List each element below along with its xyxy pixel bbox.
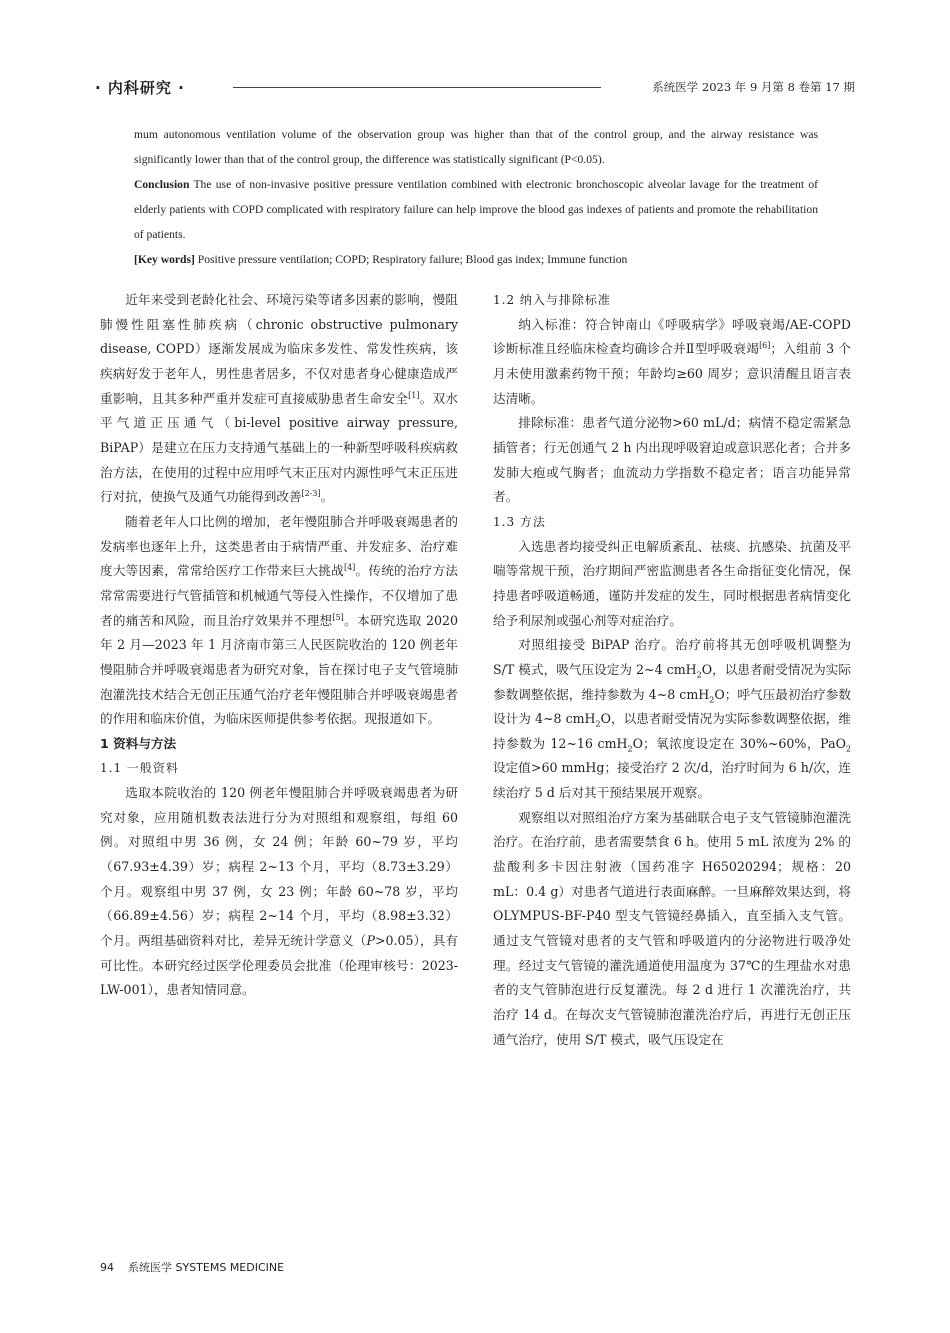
abstract-result-tail: mum autonomous ventilation volume of the observation group was higher than that of the control group, and the airway resistance was significantly lower than that of the control group, the difference was statistically significant (P<0.05). [134, 128, 818, 166]
intro-paragraph-2: 随着老年人口比例的增加，老年慢阻肺合并呼吸衰竭患者的发病率也逐年上升，这类患者由于病情严重、并发症多、治疗难度大等因素，常常给医疗工作带来巨大挑战[4]。传统的治疗方法常常需要进行气管插管和机械通气等侵入性操作，不仅增加了患者的痛苦和风险，而且治疗效果并不理想[5]。本研究选取 2020 年 2 月—2023 年 1 月济南市第三人民医院收治的 120 例老年慢阻肺合并呼吸衰竭患者为研究对象，旨在探讨电子支气管境肺泡灌洗技术结合无创正压通气治疗老年慢阻肺合并呼吸衰竭患者的作用和临床价值，为临床医师提供参考依据。现报道如下。 [100, 513, 459, 727]
observation-group-method: 观察组以对照组治疗方案为基础联合电子支气管镜肺泡灌洗治疗。在治疗前，患者需要禁食 6 h。使用 5 mL 浓度为 2% 的盐酸利多卡因注射液（国药准字 H65020294；规格：20 mL：0.4 g）对患者气道进行表面麻醉。一旦麻醉效果达到，将 OLYMPUS-BF-P40 型支气管镜经鼻插入，直至插入支气管。通过支气管镜对患者的支气管和呼吸道内的分泌物进行吸净处理。经过支气管镜的灌洗通道使用温度为 37℃的生理盐水对患者的支气管肺泡进行反复灌洗。每 2 d 进行 1 次灌洗治疗，共治疗 14 d。在每次支气管镜肺泡灌洗治疗后，再进行无创正压通气治疗，使用 S/T 模式，吸气压设定在 [493, 809, 851, 1047]
intro-paragraph-1: 近年来受到老龄化社会、环境污染等诸多因素的影响，慢阻肺慢性阻塞性肺疾病（chronic obstructive pulmonary disease, COPD）逐渐发展成为临床多发性、常发性疾病，该疾病好发于老年人，男性患者居多，不仅对患者身心健康造成严重影响，且其多种严重并发症可直接威胁患者生命安全[1]。双水平气道正压通气（bi-level positive airway pressure, BiPAP）是建立在压力支持通气基础上的一种新型呼吸科疾病救治方法，在使用的过程中应用呼气末正压对内源性呼气末正压进行对抗，使换气及通气功能得到改善[2-3]。 [100, 292, 459, 505]
right-column [493, 288, 851, 1052]
left-column [100, 288, 458, 1003]
control-group-method: 对照组接受 BiPAP 治疗。治疗前将其无创呼吸机调整为 S/T 模式，吸气压设定为 2~4 cmH$_2$O，以患者耐受情况为实际参数调整依据，维持参数为 4~8 cmH$_2$O；呼气压最初治疗参数设计为 4~8 cmH$_2$O，以患者耐受情况为实际参数调整依据，维持参数为 12~16 cmH$_2$O；氧浓度设定在 30%~60%，PaO$_2$ 设定值>60 mmHg；接受治疗 2 次/d，治疗时间为 6 h/次，连续治疗 5 d 后对其干预结果展开观察。 [493, 637, 852, 801]
inclusion-criteria: 纳入标准：符合钟南山《呼吸病学》呼吸衰竭/AE-COPD 诊断标准且经临床检查均确诊合并Ⅱ型呼吸衰竭[6]；入组前 3 个月未使用激素药物干预；年龄均≥60 周岁；意识清醒且语言表达清晰。 [493, 316, 851, 406]
exclusion-criteria: 排除标准：患者气道分泌物>60 mL/d；病情不稳定需紧急插管者；行无创通气 2 h 内出现呼吸窘迫或意识恶化者；合并多发肺大疱或气胸者；血流动力学指数不稳定者；语言功能异常者。 [493, 415, 851, 505]
section-label: · 内科研究 · [95, 79, 185, 97]
journal-issue-info: 系统医学 2023 年 9 月第 8 卷第 17 期 [652, 80, 855, 94]
heading-general-data: 1.1 一般资料 [100, 761, 179, 776]
abstract-conclusion: Conclusion The use of non-invasive positive pressure ventilation combined with electronic bronchoscopic alveolar lavage for the treatment of elderly patients with COPD complicated with respiratory failure can help improve the blood gas indexes of patients and promote the rehabilitation of patients. [134, 178, 818, 241]
keywords-label: [Key words] [134, 253, 195, 266]
page-number: 94 [100, 1261, 114, 1274]
general-data-paragraph: 选取本院收治的 120 例老年慢阻肺合并呼吸衰竭患者为研究对象，应用随机数表法进行分为对照组和观察组，每组 60 例。对照组中男 36 例，女 24 例；年龄 60~79 岁，平均（67.93±4.39）岁；病程 2~13 个月，平均（8.73±3.29）个月。观察组中男 37 例，女 23 例；年龄 60~78 岁，平均（66.89±4.56）岁；病程 2~14 个月，平均（8.98±3.32）个月。两组基础资料对比，差异无统计学意义（P>0.05），具有可比性。本研究经过医学伦理委员会批准（伦理审核号：2023-LW-001），患者知情同意。 [100, 785, 459, 998]
heading-materials-methods: 1 资料与方法 [100, 735, 177, 751]
heading-criteria: 1.2 纳入与排除标准 [493, 293, 611, 307]
page-footer [100, 1259, 284, 1275]
conclusion-label: Conclusion [134, 178, 190, 191]
heading-methods: 1.3 方法 [493, 514, 546, 529]
methods-general: 入选患者均接受纠正电解质紊乱、祛痰、抗感染、抗菌及平喘等常规干预，治疗期间严密监测患者各生命指征变化情况，保持患者呼吸道畅通，谨防并发症的发生，同时根据患者病情变化给予利尿剂或强心剂等对症治疗。 [493, 538, 851, 628]
abstract-keywords: [Key words] Positive pressure ventilation; COPD; Respiratory failure; Blood gas index; Immune function [134, 253, 628, 266]
header-rule [233, 87, 601, 88]
footer-journal: 系统医学 SYSTEMS MEDICINE [128, 1261, 285, 1274]
running-header [95, 77, 855, 99]
english-abstract [134, 122, 818, 272]
